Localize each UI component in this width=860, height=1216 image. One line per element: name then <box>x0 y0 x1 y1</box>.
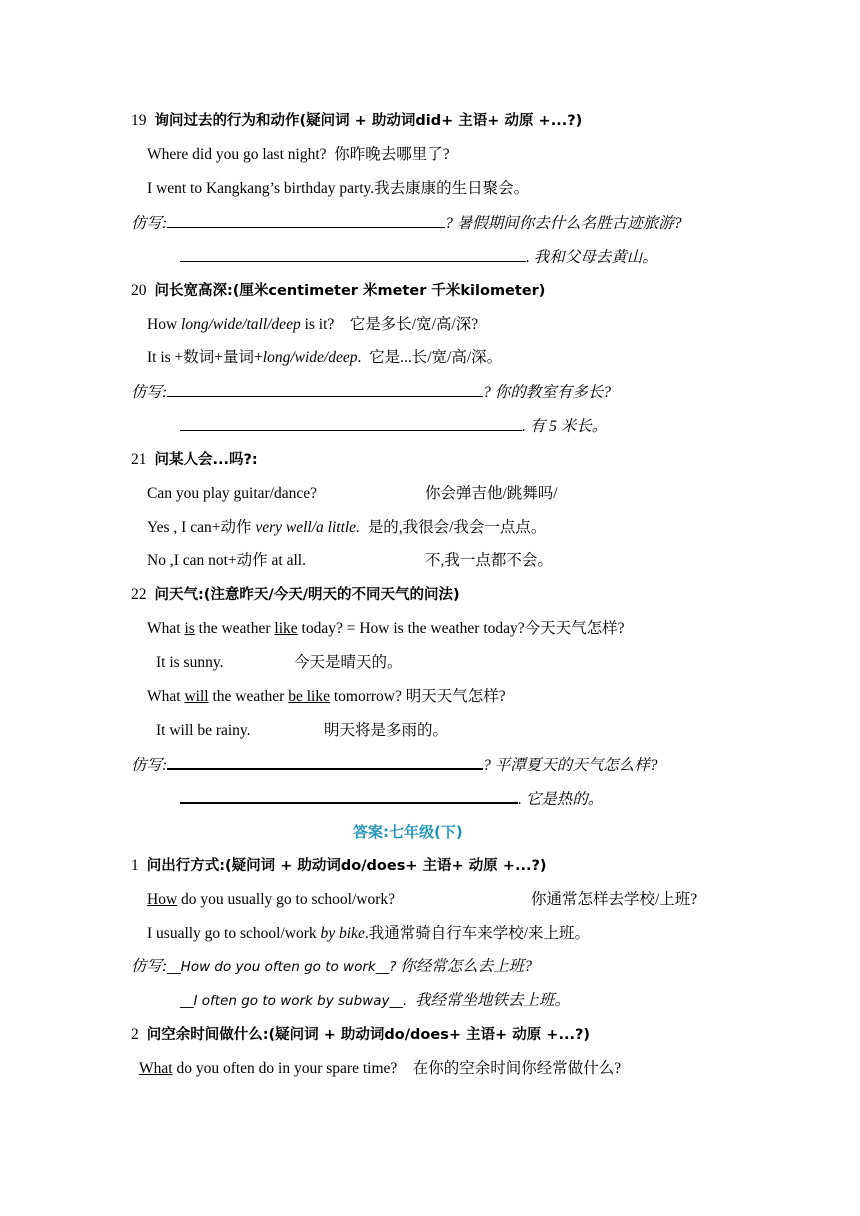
q22-example-1: What is the weather like today? = How is the weather today?今天天气怎样? <box>147 620 625 637</box>
q21-example-1: Can you play guitar/dance? <box>147 485 318 502</box>
a1-example-1: How do you usually go to school/work? <box>147 891 395 908</box>
q22-example-3: What will the weather be like tomorrow? 明天天气怎样? <box>147 688 506 705</box>
answer-blank[interactable] <box>167 382 483 397</box>
q19-imitation-2: . 我和父母去黄山。 <box>180 247 658 268</box>
a1-imitation-1: 仿写:__How do you often go to work__? 你经常怎么去上班? <box>131 958 533 975</box>
q20-imitation-2: . 有 5 米长。 <box>180 416 607 437</box>
a2-example-1: What do you often do in your spare time? 在你的空余时间你经常做什么? <box>139 1060 622 1077</box>
answer-blank[interactable] <box>180 247 526 262</box>
q22-example-2: It is sunny. <box>156 654 224 671</box>
q21-example-3: No ,I can not+动作 at all. <box>147 552 306 569</box>
q22-example-4-cn: 明天将是多雨的。 <box>324 722 449 739</box>
q20-imitation-1: 仿写: ? 你的教室有多长? <box>131 384 612 401</box>
q22-example-2-cn: 今天是晴天的。 <box>294 654 403 671</box>
q22-imitation-1: 仿写: ? 平潭夏天的天气怎么样? <box>131 754 658 776</box>
q21-example-3-cn: 不,我一点都不会。 <box>425 552 553 569</box>
q22-imitation-2: . 它是热的。 <box>180 788 603 810</box>
a1-imitation-2: __I often go to work by subway__. 我经常坐地铁去上班。 <box>180 992 571 1009</box>
q22-heading: 22 问天气:(注意昨天/今天/明天的不同天气的问法) <box>131 586 460 603</box>
q19-imitation-1: 仿写: ? 暑假期间你去什么名胜古迹旅游? <box>131 215 682 232</box>
answer-blank[interactable] <box>167 213 445 228</box>
a2-heading: 2 问空余时间做什么:(疑问词 + 助动词do/does+ 主语+ 动原 +...?) <box>131 1026 591 1043</box>
q19-example-1: Where did you go last night? 你昨晚去哪里了? <box>147 146 450 163</box>
a1-heading: 1 问出行方式:(疑问词 + 助动词do/does+ 主语+ 动原 +...?) <box>131 857 547 874</box>
q22-example-4: It will be rainy. <box>156 722 251 739</box>
q20-example-2: It is +数词+量词+long/wide/deep. 它是...长/宽/高/深。 <box>147 349 503 366</box>
q20-heading: 20 问长宽高深:(厘米centimeter 米meter 千米kilometer) <box>131 282 546 299</box>
a1-example-1-cn: 你通常怎样去学校/上班? <box>531 891 698 908</box>
answer-blank[interactable] <box>180 788 518 804</box>
q21-heading: 21 问某人会...吗?: <box>131 451 258 468</box>
q20-example-1: How long/wide/tall/deep is it? 它是多长/宽/高/深? <box>147 316 479 333</box>
answer-section-title: 答案:七年级(下) <box>353 823 463 841</box>
q19-heading: 19 询问过去的行为和动作(疑问词 + 助动词did+ 主语+ 动原 +...?) <box>131 112 583 129</box>
q19-example-2: I went to Kangkang’s birthday party.我去康康的生日聚会。 <box>147 180 530 197</box>
answer-blank[interactable] <box>167 754 483 770</box>
q21-example-1-cn: 你会弹吉他/跳舞吗/ <box>425 485 558 502</box>
a1-example-2: I usually go to school/work by bike.我通常骑自行车来学校/来上班。 <box>147 925 591 942</box>
answer-blank[interactable] <box>180 416 522 431</box>
q21-example-2: Yes , I can+动作 very well/a little. 是的,我很会/我会一点点。 <box>147 519 547 536</box>
